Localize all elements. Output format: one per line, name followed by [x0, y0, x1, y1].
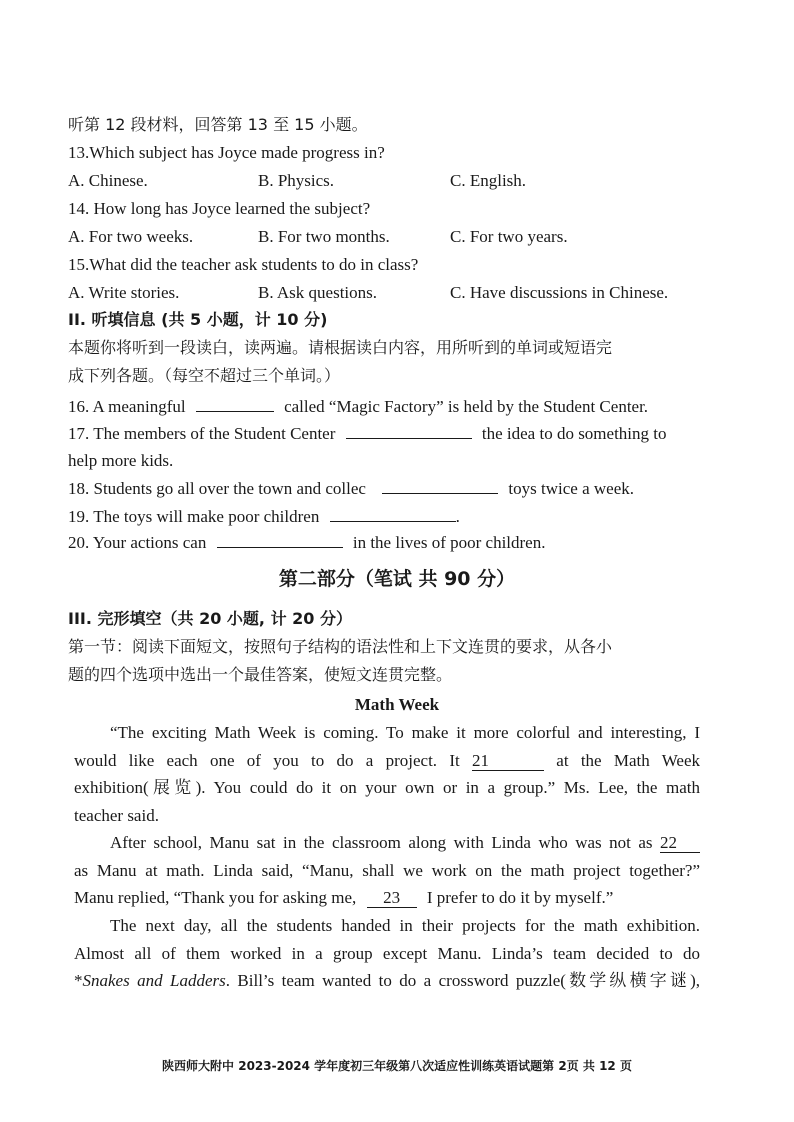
item-18: 18. Students go all over the town and collec toys twice a week. — [68, 479, 634, 498]
p2-line-2: as Manu at math. Linda said, “Manu, shall we work on the math project together?” — [74, 860, 700, 880]
p2-line-1: After school, Manu sat in the classroom along with Linda who was not as 22 — [74, 829, 700, 857]
answer-blank-18[interactable] — [382, 477, 498, 494]
p1-line-1: “The exciting Math Week is coming. To make it more colorful and interesting, I — [110, 723, 700, 742]
option-b: B. Physics. — [258, 171, 335, 190]
page-footer: 陕西师大附中 2023-2024 学年度初三年级第八次适应性训练英语试题第 2页 共 12 页 — [162, 1059, 632, 1073]
answer-blank-17[interactable] — [346, 422, 472, 439]
option-b: B. For two months. — [258, 227, 390, 246]
passage-paragraph-1 — [74, 719, 700, 829]
answer-blank-19[interactable] — [330, 505, 456, 522]
passage-paragraph-2 — [74, 829, 700, 912]
item-17-continuation: help more kids. — [68, 451, 174, 470]
section-iii-heading: III. 完形填空（共 20 小题, 计 20 分） — [68, 609, 352, 628]
p3-line-3: *Snakes and Ladders. Bill’s team wanted to do a crossword puzzle(数学纵横字谜), — [74, 971, 700, 990]
option-b: B. Ask questions. — [258, 283, 378, 302]
option-c: C. For two years. — [450, 227, 568, 246]
passage-paragraph-3 — [74, 912, 700, 995]
answer-blank-16[interactable] — [196, 395, 274, 412]
p2-line-3: Manu replied, “Thank you for asking me, 23 I prefer to do it by myself.” — [74, 888, 614, 907]
section-ii-instruction-2: 成下列各题。（每空不超过三个单词。） — [68, 366, 341, 385]
section-ii-instruction-1: 本题你将听到一段读白，读两遍。请根据读白内容，用所听到的单词或短语完 — [68, 338, 613, 357]
passage-title: Math Week — [354, 695, 440, 714]
p1-line-2: would like each one of you to do a project. It 21 at the Math Week — [74, 750, 700, 770]
cloze-blank-21[interactable]: 21 — [472, 752, 544, 771]
option-a: A. Write stories. — [68, 283, 180, 302]
item-19: 19. The toys will make poor children . — [68, 507, 460, 526]
section-ii-heading: II. 听填信息 (共 5 小题，计 10 分) — [68, 310, 328, 329]
p3-line-1: The next day, all the students handed in their projects for the math exhibition. — [110, 916, 700, 935]
option-c: C. Have discussions in Chinese. — [450, 283, 669, 302]
listening-instruction: 听第 12 段材料，回答第 13 至 15 小题。 — [68, 115, 368, 134]
option-c: C. English. — [450, 171, 527, 190]
cloze-blank-23[interactable]: 23 — [367, 889, 417, 908]
section-iii-instruction-2: 题的四个选项中选出一个最佳答案，使短文连贯完整。 — [68, 665, 453, 684]
p3-line-2: Almost all of them worked in a group except Manu. Linda’s team decided to do — [74, 943, 700, 963]
p1-line-4: teacher said. — [74, 805, 159, 825]
section-iii-instruction-1: 第一节：阅读下面短文，按照句子结构的语法性和上下文连贯的要求，从各小 — [68, 637, 613, 656]
item-16: 16. A meaningful called “Magic Factory” is held by the Student Center. — [68, 397, 649, 416]
item-20: 20. Your actions can in the lives of poor children. — [68, 533, 546, 552]
item-17: 17. The members of the Student Center the idea to do something to — [68, 424, 667, 443]
answer-blank-20[interactable] — [217, 531, 343, 548]
option-a: A. Chinese. — [68, 171, 148, 190]
option-a: A. For two weeks. — [68, 227, 194, 246]
part-two-title: 第二部分（笔试 共 90 分） — [278, 568, 516, 590]
cloze-blank-22[interactable]: 22 — [660, 834, 700, 853]
question-13: 13.Which subject has Joyce made progress in? — [68, 143, 385, 162]
question-15: 15.What did the teacher ask students to do in class? — [68, 255, 419, 274]
p1-line-3: exhibition(展览). You could do it on your own or in a group.” Ms. Lee, the math — [74, 778, 700, 797]
question-14: 14. How long has Joyce learned the subject? — [68, 199, 371, 218]
